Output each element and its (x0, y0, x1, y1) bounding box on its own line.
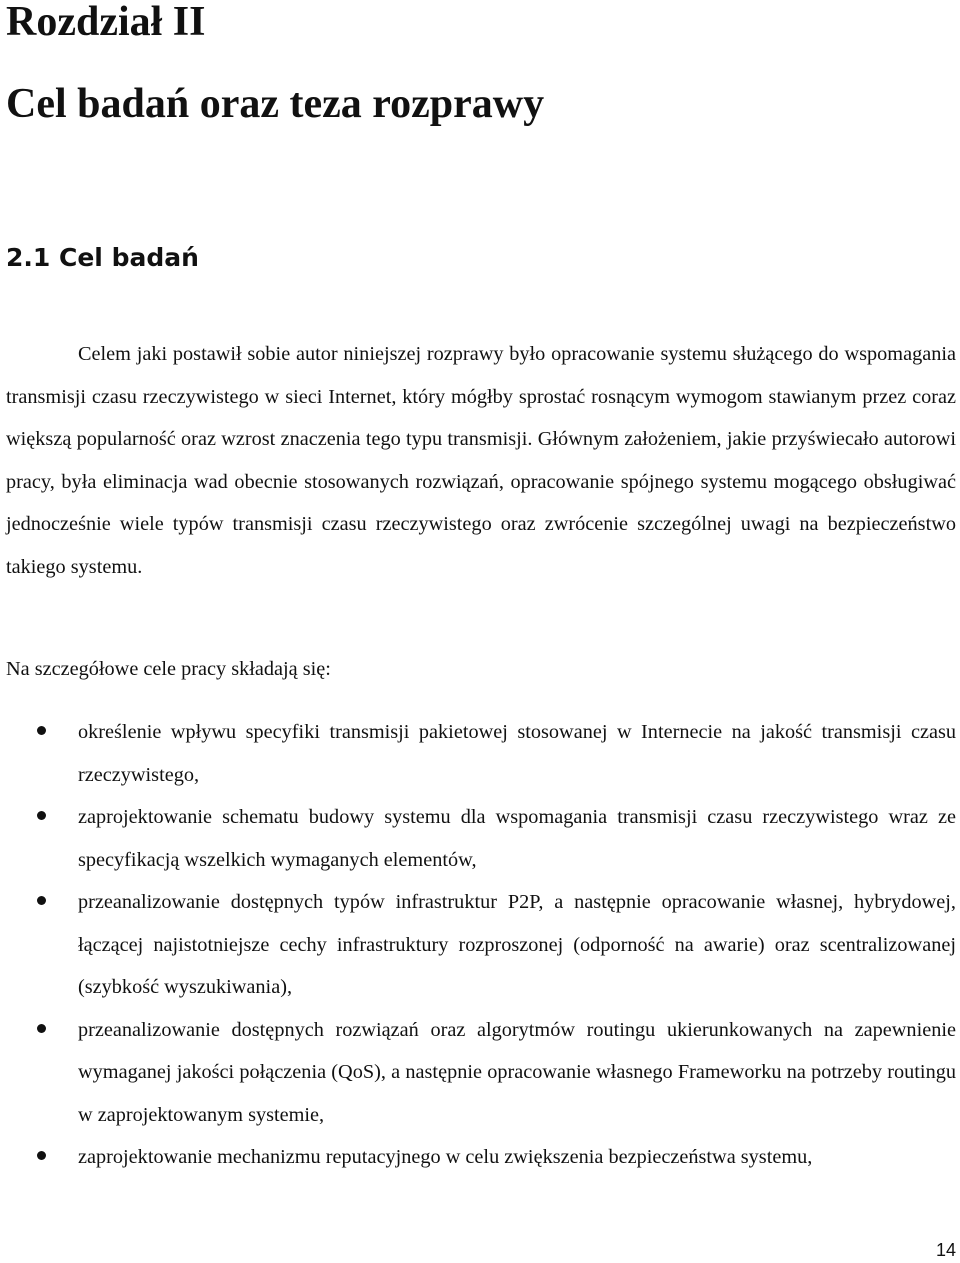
section-heading: 2.1 Cel badań (6, 243, 199, 272)
goal-text: określenie wpływu specyfiki transmisji pakietowej stosowanej w Internecie na jakość transmisji czasu rzeczywistego, (78, 721, 956, 786)
goals-list-item (0, 881, 956, 1009)
goals-lead-paragraph: Na szczegółowe cele pracy składają się: (6, 658, 331, 680)
bullet-icon (37, 726, 46, 735)
goal-text: zaprojektowanie mechanizmu reputacyjnego w celu zwiększenia bezpieczeństwa systemu, (78, 1146, 813, 1168)
goals-list-item (0, 711, 956, 796)
goals-list-item (0, 796, 956, 881)
goal-text: zaprojektowanie schematu budowy systemu dla wspomagania transmisji czasu rzeczywistego wraz ze specyfikacją wszelkich wymaganych elementów, (78, 806, 956, 871)
chapter-label: Rozdział II (6, 0, 206, 45)
goals-list-item (0, 1009, 956, 1137)
chapter-title: Cel badań oraz teza rozprawy (6, 81, 545, 127)
bullet-icon (37, 1151, 46, 1160)
page-number: 14 (935, 1240, 956, 1260)
bullet-icon (37, 811, 46, 820)
goal-text: przeanalizowanie dostępnych typów infrastruktur P2P, a następnie opracowanie własnej, hybrydowej, łączącej najistotniejsze cechy infrastruktury rozproszonej (odporność na awarie) oraz scentralizowanej (szybkość wyszukiwania), (78, 891, 956, 998)
goals-list (0, 711, 956, 1179)
goal-text: przeanalizowanie dostępnych rozwiązań oraz algorytmów routingu ukierunkowanych na zapewnienie wymaganej jakości połączenia (QoS), a następnie opracowanie własnego Frameworku na potrzeby routingu w zaprojektowanym systemie, (78, 1018, 956, 1126)
bullet-icon (37, 1024, 46, 1033)
goals-list-item (0, 1136, 956, 1179)
intro-paragraph: Celem jaki postawił sobie autor niniejszej rozprawy było opracowanie systemu służącego do wspomagania transmisji czasu rzeczywistego w sieci Internet, który mógłby sprostać rosnącym wymogom stawianym przez coraz większą popularność oraz wzrost znaczenia tego typu transmisji. Głównym założeniem, jakie przyświecało autorowi pracy, była eliminacja wad obecnie stosowanych rozwiązań, opracowanie spójnego systemu mogącego obsługiwać jednocześnie wiele typów transmisji czasu rzeczywistego oraz zwrócenie szczególnej uwagi na bezpieczeństwo takiego systemu. (6, 343, 956, 578)
bullet-icon (37, 896, 46, 905)
